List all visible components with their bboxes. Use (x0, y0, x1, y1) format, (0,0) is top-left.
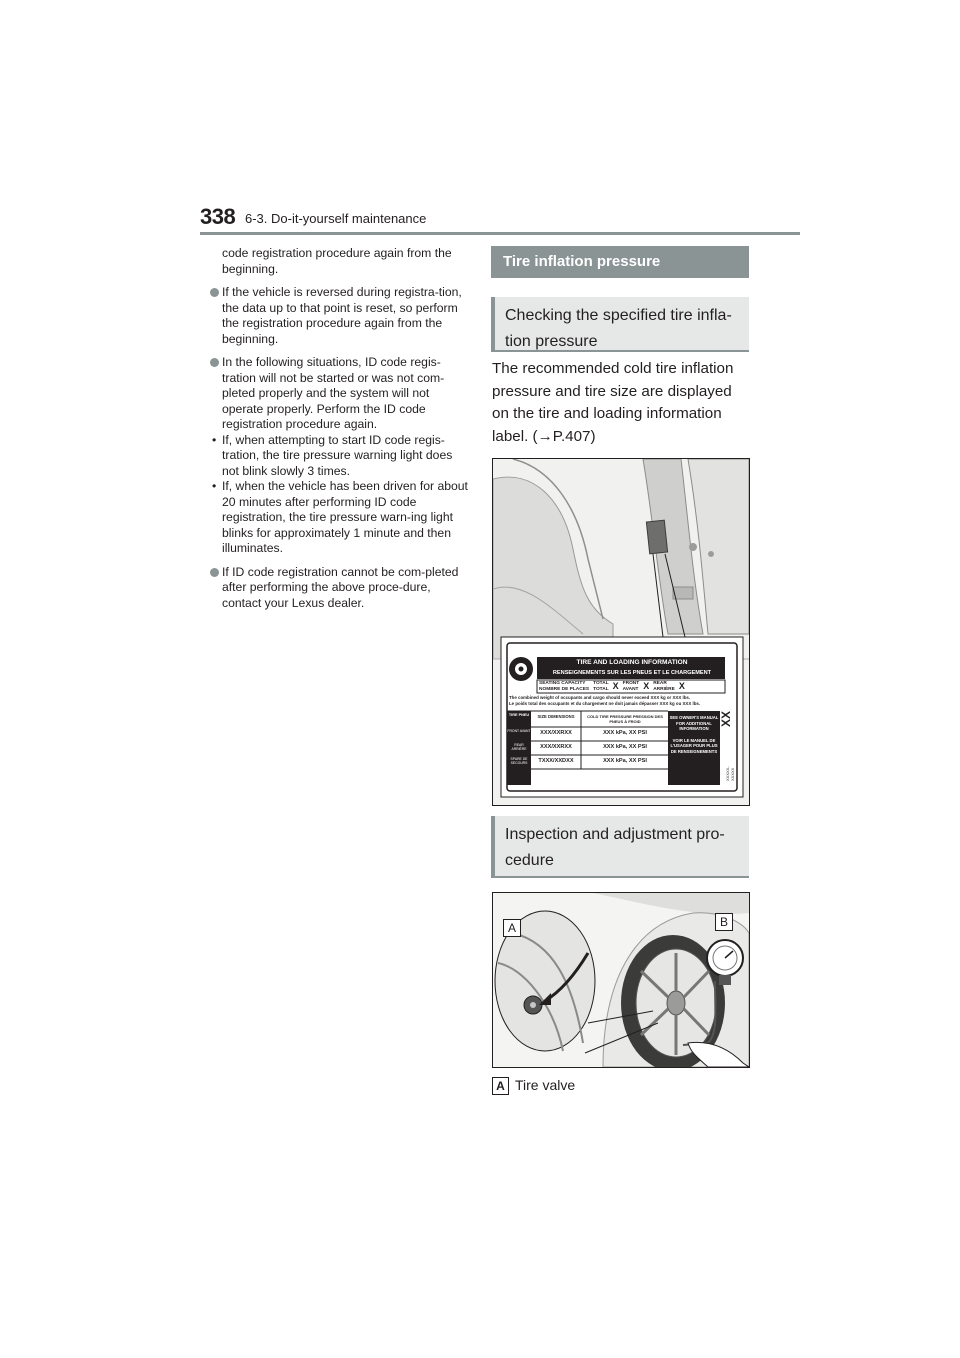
subheading-check-pressure: Checking the specified tire infla-tion pressure (491, 297, 749, 352)
col-tire-header: TIRE PNEU (508, 713, 530, 717)
callout-b: B (715, 913, 733, 931)
tire-label-title-en: TIRE AND LOADING INFORMATION (576, 659, 688, 666)
weight-notice (509, 695, 734, 707)
figure-tire-label (492, 458, 750, 806)
total-en: TOTAL (593, 681, 609, 686)
tire-gauge-illustration (493, 893, 749, 1067)
see-manual-en: SEE OWNER'S MANUAL FOR ADDITIONAL INFORMATION (669, 715, 719, 731)
sub-item (210, 433, 468, 480)
continuation-text: code registration procedure again from the beginning. (222, 246, 452, 276)
header-rule (200, 232, 800, 235)
bullet-text: If ID code registration cannot be com-pleted after performing the above proce-dure, contact your Lexus dealer. (222, 564, 459, 610)
front-fr: AVANT (622, 686, 639, 692)
row-pressure: XXX kPa, XX PSI (603, 744, 647, 750)
sub-item-text: If, when the vehicle has been driven for about 20 minutes after performing ID code registration, the tire pressure warn-ing light blinks for approximately 1 minute and then illuminates. (222, 479, 468, 555)
col-pressure-header: COLD TIRE PRESSURE PRESSION DES PNEUS À FROID (587, 714, 663, 724)
figure-caption (492, 1077, 575, 1095)
row-pos: SPARE DE SECOURS (510, 757, 528, 765)
see-owners-manual (669, 715, 719, 754)
figure-tire-gauge (492, 892, 750, 1068)
bullet-text: In the following situations, ID code regis-tration will not be started or was not com-pleted properly and the system will not operate properly. Perform the ID code registration procedure again. (222, 355, 445, 431)
caption-text: Tire valve (515, 1077, 576, 1093)
side-code-small: XXXXX-XXXXX (725, 766, 735, 781)
front-en: FRONT (622, 681, 640, 686)
total-fr: TOTAL (593, 686, 609, 692)
row-pos: FRONT AVANT (507, 729, 531, 733)
subheading-inspection: Inspection and adjustment pro-cedure (491, 816, 749, 878)
paragraph-label-info: The recommended cold tire inflation pressure and tire size are displayed on the tire and loading information label. (→P.407) (492, 360, 734, 445)
rear-fr: ARRIÈRE (653, 686, 675, 692)
bullet-situations (210, 355, 468, 433)
see-manual-fr: VOIR LE MANUEL DE L'USAGER POUR PLUS DE RENSEIGNEMENTS (670, 737, 718, 754)
row-size: XXX/XXRXX (540, 744, 572, 750)
seating-capacity-row (539, 681, 725, 692)
row-pressure: XXX kPa, XX PSI (603, 730, 647, 736)
weight-notice-en: The combined weight of occupants and cargo should never exceed XXX kg or XXX lbs. (509, 695, 691, 700)
weight-notice-fr: Le poids total des occupants et du chargement ne doit jamais dépasser XXX kg ou XXX lbs. (509, 701, 701, 706)
tire-label-title (539, 658, 725, 678)
sub-bullet-icon: • (212, 479, 217, 493)
row-pos: REAR ARRIÈRE (511, 743, 527, 751)
sub-bullet-icon: • (212, 432, 217, 447)
page-number: 338 (200, 204, 236, 229)
bullet-dot-icon (210, 358, 219, 367)
caption-marker: A (492, 1077, 509, 1095)
bullet-text: If the vehicle is reversed during registra-tion, the data up to that point is reset, so perform the registration procedure again from the beginning. (222, 285, 462, 346)
side-code: XX (719, 710, 733, 727)
bullet-reverse (210, 285, 468, 347)
sub-item-text: If, when attempting to start ID code regis-tration, the tire pressure warning light does not blink slowly 3 times. (222, 432, 453, 478)
left-column (210, 246, 468, 611)
seating-fr: NOMBRE DE PLACES (539, 686, 590, 692)
front-x: X (643, 681, 650, 691)
row-size: TXXX/XXDXX (538, 758, 574, 764)
row-pressure: XXX kPa, XX PSI (603, 758, 647, 764)
bullet-contact-dealer (210, 565, 468, 612)
section-title: 6-3. Do-it-yourself maintenance (245, 211, 427, 226)
col-size-header: SIZE DIMENSIONS (537, 714, 575, 719)
seating-en: SEATING CAPACITY (539, 681, 586, 686)
rear-x: X (678, 681, 685, 691)
sub-item (210, 479, 468, 557)
section-bar: Tire inflation pressure (491, 246, 749, 278)
rear-en: REAR (653, 681, 667, 686)
bullet-dot-icon (210, 288, 219, 297)
tire-label-title-fr: RENSEIGNEMENTS SUR LES PNEUS ET LE CHARGEMENT (552, 670, 712, 676)
callout-a: A (503, 919, 521, 937)
row-size: XXX/XXRXX (540, 730, 572, 736)
bullet-dot-icon (210, 568, 219, 577)
total-x: X (612, 681, 619, 691)
